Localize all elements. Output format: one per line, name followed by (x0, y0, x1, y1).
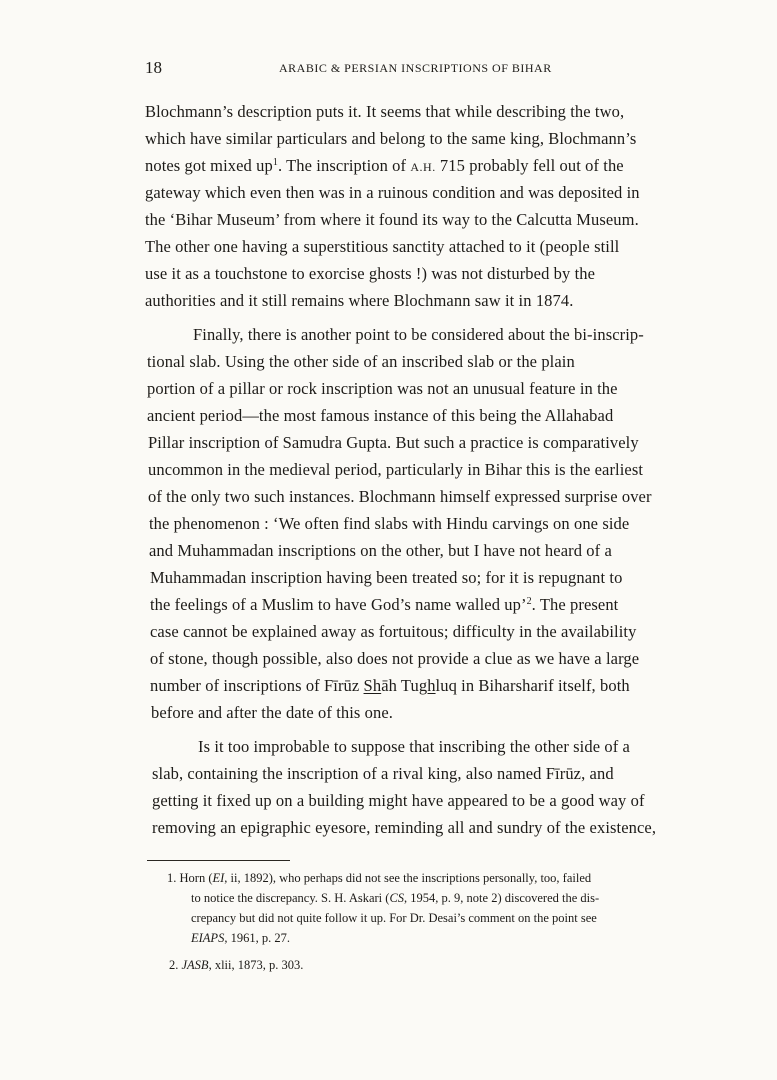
text-line: Blochmann’s description puts it. It seems that while describing the two, (145, 102, 625, 121)
text-line: the ‘Bihar Museum’ from where it found its way to the Calcutta Museum. (145, 210, 639, 229)
italic-text: JASB (181, 958, 209, 972)
text-line: tional slab. Using the other side of an inscribed slab or the plain (147, 352, 575, 371)
text-line: the phenomenon : ‘We often find slabs with Hindu carvings on one side (149, 514, 630, 533)
text-fragment: , 1961, p. 27. (224, 931, 290, 945)
small-caps-text: A.H. (410, 160, 436, 174)
text-line: gateway which even then was in a ruinous condition and was deposited in (145, 183, 640, 202)
text-line: portion of a pillar or rock inscription was not an unusual feature in the (147, 379, 618, 398)
text-line: The other one having a superstitious sanctity attached to it (people still (145, 237, 620, 256)
footnote-line (191, 889, 599, 907)
text-line: case cannot be explained away as fortuitous; difficulty in the availability (150, 622, 637, 641)
italic-text: CS (389, 891, 405, 905)
text-line: and Muhammadan inscriptions on the other, but I have not heard of a (149, 541, 612, 560)
text-line: of the only two such instances. Blochmann himself expressed surprise over (148, 487, 652, 506)
text-line: which have similar particulars and belong to the same king, Blochmann’s (145, 129, 637, 148)
text-line (145, 155, 624, 178)
text-line: getting it fixed up on a building might have appeared to be a good way of (152, 791, 645, 810)
text-line: Is it too improbable to suppose that inscribing the other side of a (198, 737, 630, 756)
footnote-line (167, 869, 591, 887)
text-line: of stone, though possible, also does not provide a clue as we have a large (150, 649, 640, 668)
footnote-marker: 1 (272, 157, 278, 168)
text-fragment: to notice the discrepancy. S. H. Askari ( (191, 891, 390, 905)
text-fragment: luq in Biharsharif itself, both (435, 676, 630, 695)
running-title: ARABIC & PERSIAN INSCRIPTIONS OF BIHAR (279, 61, 552, 75)
italic-text: EI (212, 871, 225, 885)
text-line: use it as a touchstone to exorcise ghosts !) was not disturbed by the (145, 264, 596, 283)
transliteration-digraph: Sh (363, 676, 382, 695)
text-fragment: 715 probably fell out of the (435, 156, 624, 175)
footnote-marker: 2 (526, 596, 532, 607)
text-line (150, 594, 618, 616)
text-fragment: number of inscriptions of Fīrūz (150, 676, 364, 695)
text-fragment: . The present (531, 595, 619, 614)
footnote-line (191, 929, 290, 947)
footnote-line: crepancy but did not quite follow it up. For Dr. Desai’s comment on the point see (191, 911, 597, 925)
text-line: slab, containing the inscription of a rival king, also named Fīrūz, and (152, 764, 614, 783)
text-line: before and after the date of this one. (151, 703, 394, 722)
text-line: removing an epigraphic eyesore, reminding all and sundry of the existence, (152, 818, 657, 837)
italic-text: EIAPS (191, 931, 225, 945)
text-fragment: notes got mixed up (145, 156, 273, 175)
text-line: authorities and it still remains where Blochmann saw it in 1874. (145, 291, 574, 310)
text-line: Pillar inscription of Samudra Gupta. But such a practice is comparatively (148, 433, 639, 452)
page-number: 18 (145, 58, 162, 77)
text-fragment: 1. Horn ( (167, 871, 213, 885)
footnote-line (169, 956, 303, 974)
text-fragment: , ii, 1892), who perhaps did not see the inscriptions personally, too, failed (224, 871, 592, 885)
text-fragment: , 1954, p. 9, note 2) discovered the dis- (404, 891, 600, 905)
transliteration-digraph: gh (418, 676, 436, 695)
text-line: Finally, there is another point to be considered about the bi-inscrip- (193, 325, 644, 344)
footnote-divider (147, 860, 290, 861)
text-line: ancient period—the most famous instance of this being the Allahabad (147, 406, 614, 425)
text-fragment: . The inscription of (277, 156, 411, 175)
text-fragment: the feelings of a Muslim to have God’s name walled up’ (150, 595, 527, 614)
text-line: uncommon in the medieval period, particularly in Bihar this is the earliest (148, 460, 644, 479)
text-line (150, 675, 630, 697)
text-line: Muhammadan inscription having been treated so; for it is repugnant to (150, 568, 623, 587)
text-fragment: , xlii, 1873, p. 303. (208, 958, 304, 972)
text-fragment: 2. (169, 958, 182, 972)
text-fragment: āh Tu (381, 676, 419, 695)
